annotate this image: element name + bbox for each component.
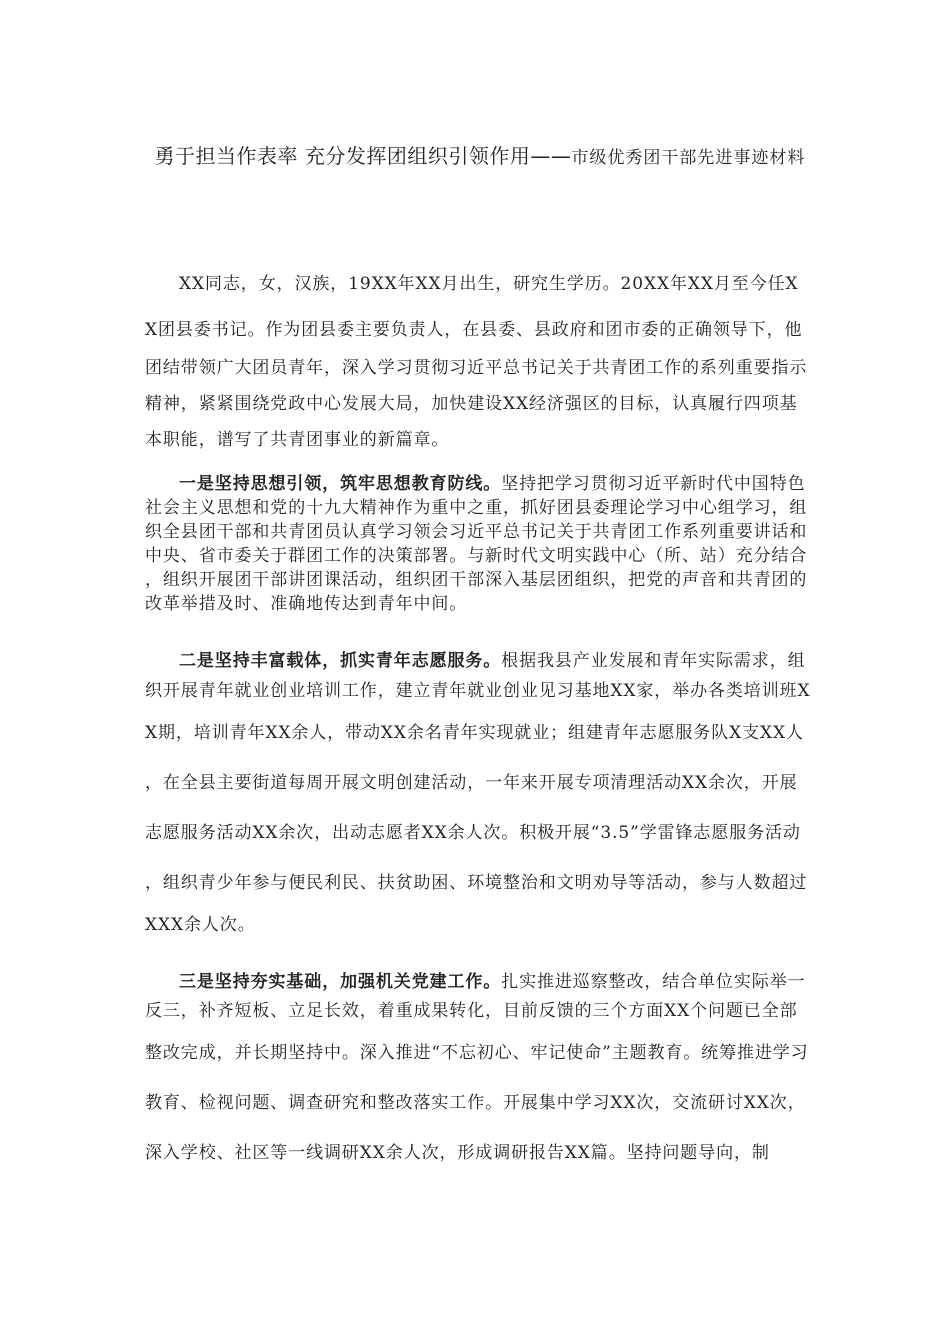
text-line: 二是坚持丰富载体，抓实青年志愿服务。根据我县产业发展和青年实际需求，组 xyxy=(179,651,806,671)
text-line: XX同志，女，汉族，19XX年XX月出生，研究生学历。20XX年XX月至今任X xyxy=(179,274,799,294)
section-2-body xyxy=(145,648,815,942)
text-line: 志愿服务活动XX余次，出动志愿者XX余人次。积极开展“3.5”学雷锋志愿服务活动 xyxy=(145,823,801,843)
section-1-paragraph xyxy=(145,472,815,616)
section-3-body xyxy=(145,970,815,1178)
text-line: 改革举措及时、准确地传达到青年中间。 xyxy=(145,594,468,614)
text-line: X期，培训青年XX余人，带动XX余名青年实现就业；组建青年志愿服务队X支XX人 xyxy=(145,723,804,743)
text-line: ，组织青少年参与便民利民、扶贫助困、环境整治和文明劝导等活动，参与人数超过 xyxy=(145,873,808,893)
text-line: XXX余人次。 xyxy=(145,915,256,935)
intro-text xyxy=(145,258,815,458)
title-subtitle: 市级优秀团干部先进事迹材料 xyxy=(571,148,806,168)
document-title xyxy=(145,138,815,176)
title-main: 勇于担当作表率 充分发挥团组织引领作用—— xyxy=(154,144,572,168)
section-3-paragraph xyxy=(145,970,815,1178)
text-line: 整改完成，并长期坚持中。深入推进“不忘初心、牢记使命”主题教育。统筹推进学习 xyxy=(145,1043,809,1063)
text-line: X团县委书记。作为团县委主要负责人，在县委、县政府和团市委的正确领导下，他 xyxy=(145,320,803,340)
text-line: ，组织开展团干部讲团课活动，组织团干部深入基层团组织，把党的声音和共青团的 xyxy=(145,570,808,590)
text-line: 三是坚持夯实基础，加强机关党建工作。扎实推进巡察整改，结合单位实际举一 xyxy=(179,972,806,992)
text-line: 深入学校、社区等一线调研XX余人次，形成调研报告XX篇。坚持问题导向，制 xyxy=(145,1143,770,1163)
text-line: 精神，紧紧围绕党政中心发展大局，加快建设XX经济强区的目标，认真履行四项基 xyxy=(145,394,798,414)
text-line: 中央、省市委关于群团工作的决策部署。与新时代文明实践中心（所、站）充分结合 xyxy=(145,546,808,566)
text-line: 团结带领广大团员青年，深入学习贯彻习近平总书记关于共青团工作的系列重要指示 xyxy=(145,358,808,378)
text-line: 教育、检视问题、调查研究和整改落实工作。开展集中学习XX次，交流研讨XX次， xyxy=(145,1093,806,1113)
text-line: 一是坚持思想引领，筑牢思想教育防线。坚持把学习贯彻习近平新时代中国特色 xyxy=(179,474,806,494)
text-line: ，在全县主要街道每周开展文明创建活动，一年来开展专项清理活动XX余次，开展 xyxy=(145,773,798,793)
intro-paragraph xyxy=(145,258,815,458)
text-line: 社会主义思想和党的十九大精神作为重中之重，抓好团县委理论学习中心组学习，组 xyxy=(145,498,808,518)
section-1-body xyxy=(145,472,815,616)
text-line: 本职能，谱写了共青团事业的新篇章。 xyxy=(145,430,450,450)
section-2-paragraph xyxy=(145,648,815,942)
text-line: 反三，补齐短板、立足长效，着重成果转化，目前反馈的三个方面XX个问题已全部 xyxy=(145,1001,798,1021)
text-line: 织全县团干部和共青团员认真学习领会习近平总书记关于共青团工作系列重要讲话和 xyxy=(145,522,808,542)
text-line: 织开展青年就业创业培训工作，建立青年就业创业见习基地XX家，举办各类培训班X xyxy=(145,681,811,701)
